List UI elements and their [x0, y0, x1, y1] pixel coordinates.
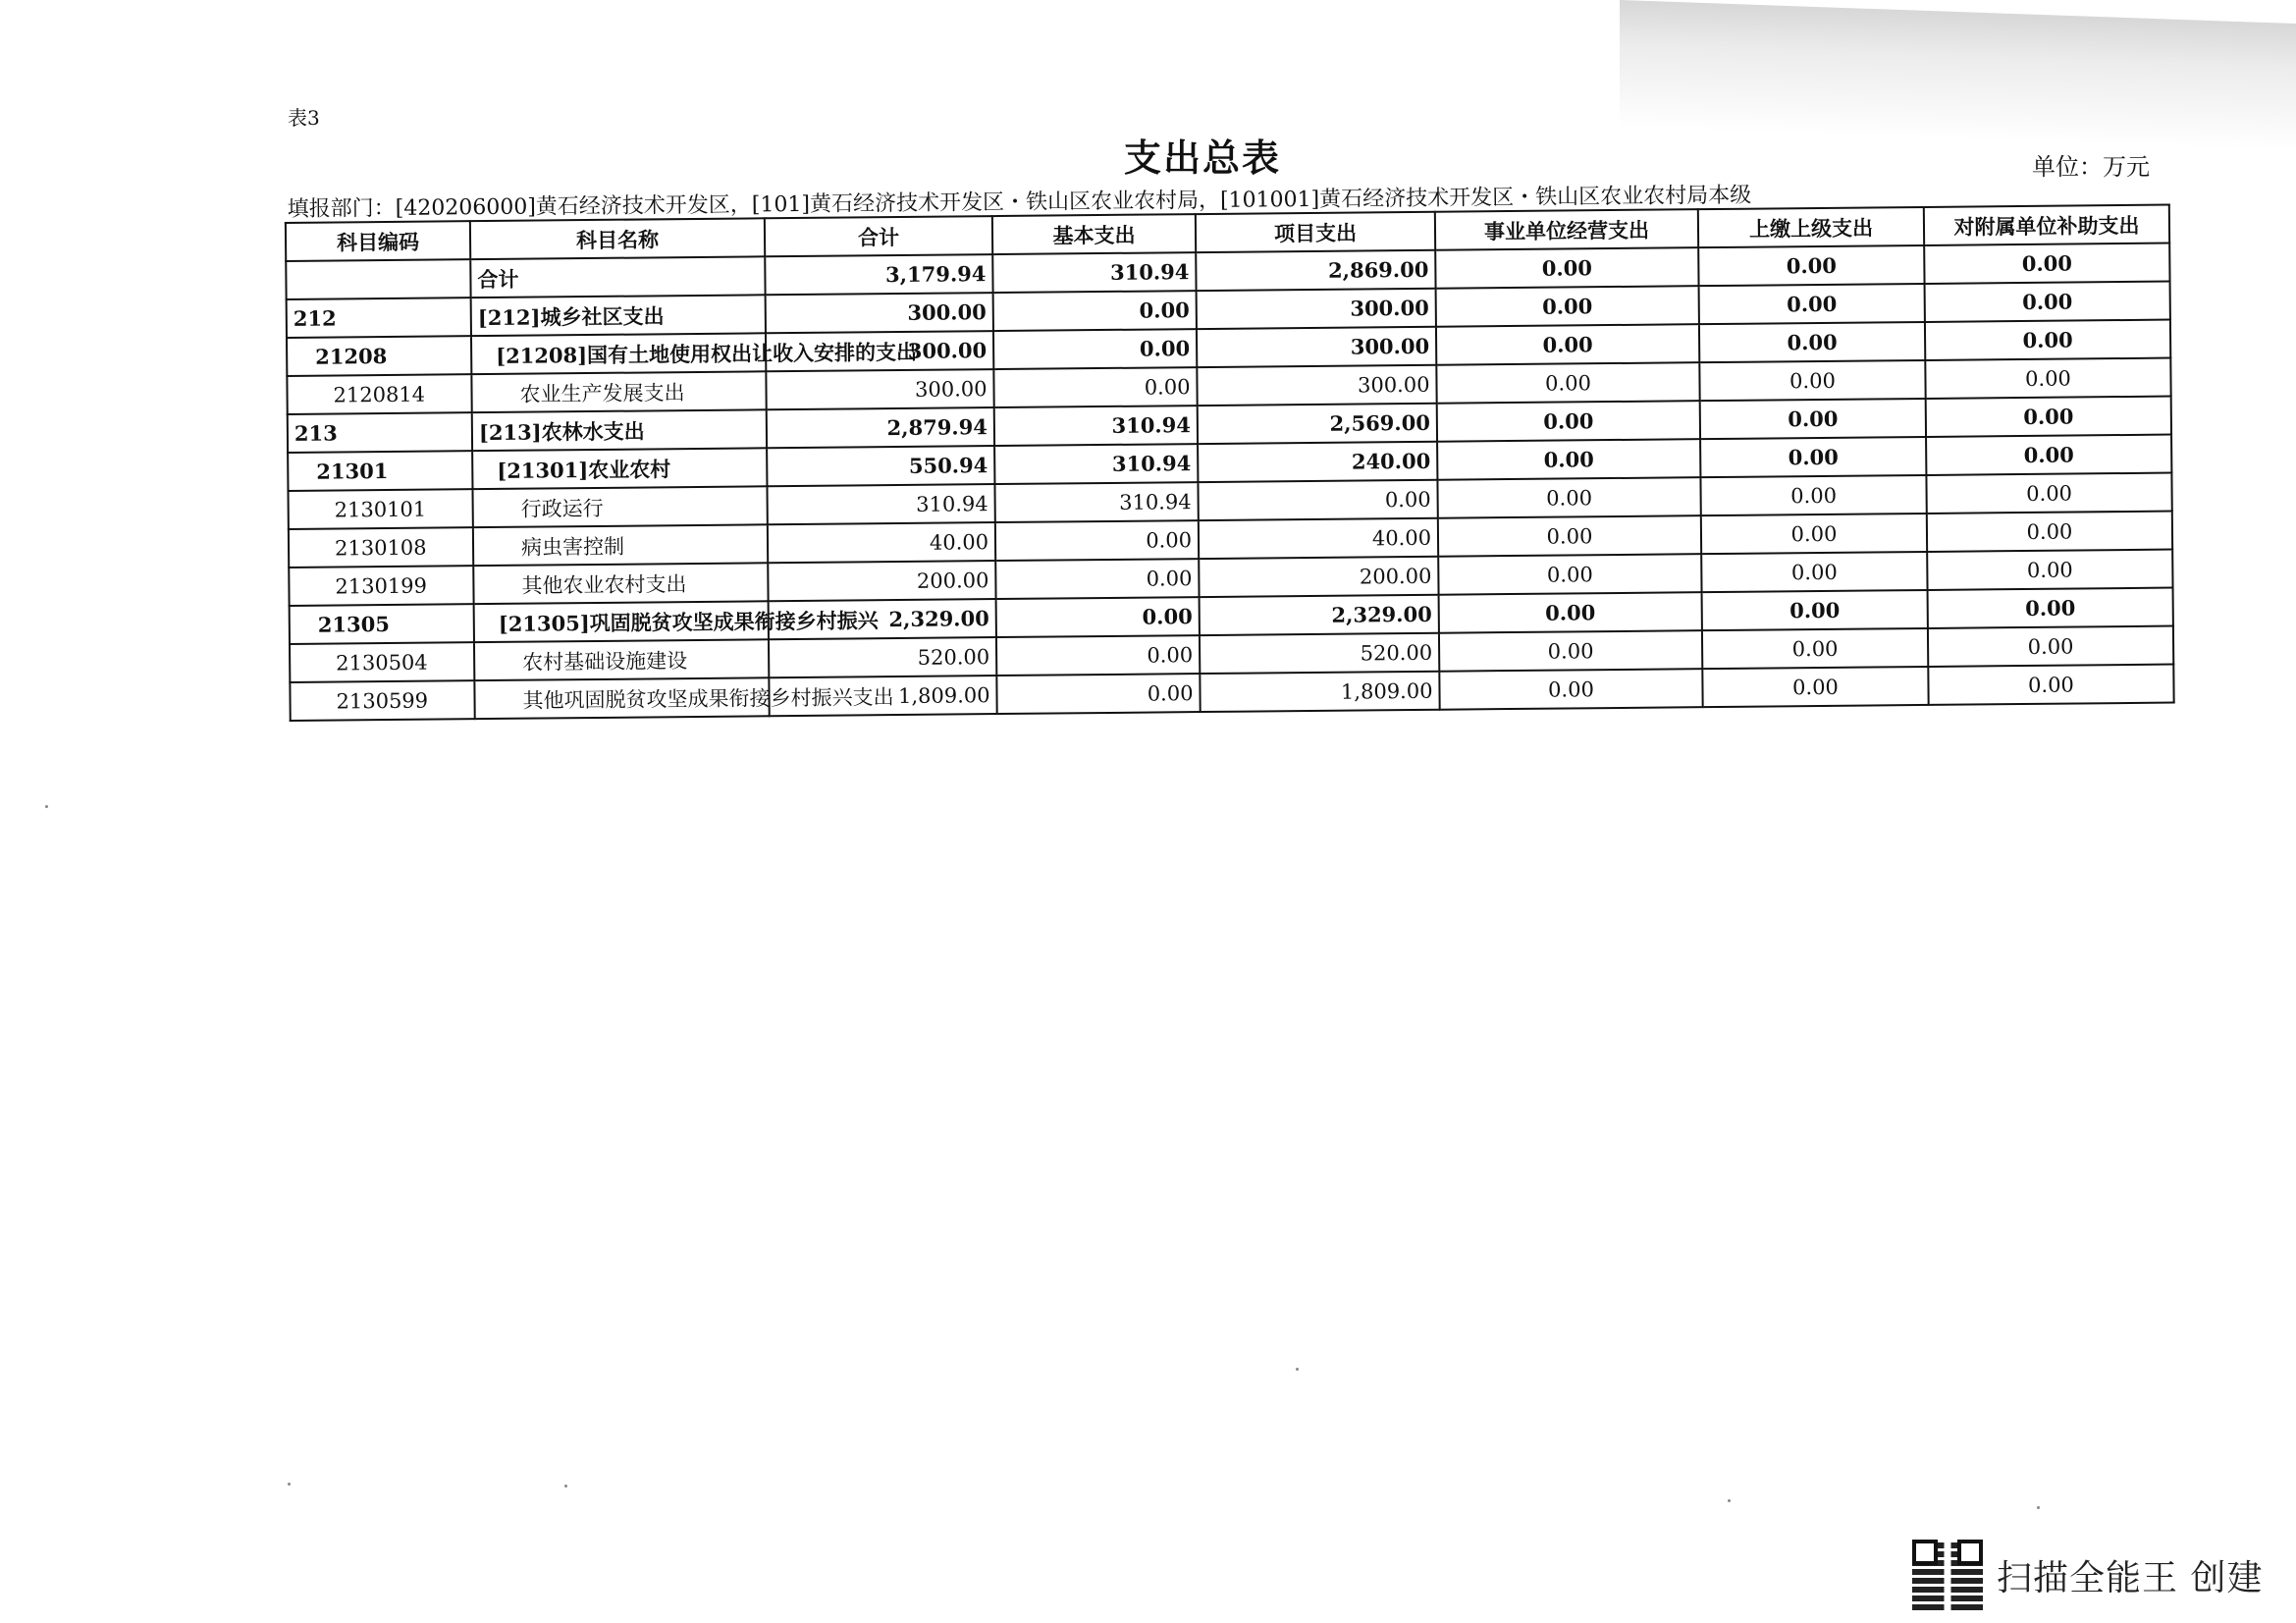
- table-number-label: 表3: [288, 106, 320, 130]
- header-code: 科目编码: [286, 221, 470, 261]
- cell-subsidy: 0.00: [1928, 588, 2173, 628]
- cell-upper: 0.00: [1700, 399, 1926, 439]
- cell-business: 0.00: [1439, 592, 1702, 633]
- header-total: 合计: [765, 216, 992, 256]
- cell-subsidy: 0.00: [1924, 243, 2169, 284]
- header-name: 科目名称: [470, 218, 765, 259]
- cell-upper: 0.00: [1701, 514, 1927, 554]
- cell-project: 300.00: [1197, 289, 1436, 329]
- cell-name: 农村基础设施建设: [474, 639, 769, 680]
- cell-code: [286, 259, 470, 299]
- cell-basic: 310.94: [994, 482, 1198, 522]
- cell-project: 520.00: [1200, 633, 1439, 674]
- cell-subsidy: 0.00: [1926, 397, 2171, 437]
- expenditure-table: [285, 204, 2175, 722]
- header-project: 项目支出: [1196, 212, 1435, 252]
- cell-project: 200.00: [1199, 557, 1438, 597]
- cell-business: 0.00: [1437, 401, 1700, 442]
- cell-subsidy: 0.00: [1928, 665, 2173, 705]
- cell-business: 0.00: [1439, 630, 1702, 672]
- cell-project: 0.00: [1198, 480, 1437, 520]
- cell-code: 213: [288, 412, 472, 453]
- cell-business: 0.00: [1436, 362, 1699, 404]
- cell-code: 2130101: [288, 489, 472, 529]
- cell-code: 2130199: [289, 566, 473, 606]
- cell-subsidy: 0.00: [1927, 512, 2172, 552]
- cell-total: 300.00: [766, 369, 993, 409]
- cell-business: 0.00: [1436, 286, 1699, 327]
- cell-basic: 0.00: [993, 329, 1197, 369]
- cell-name: [21208]国有土地使用权出让收入安排的支出: [471, 333, 766, 374]
- cell-upper: 0.00: [1700, 475, 1926, 515]
- cell-name: 合计: [470, 256, 765, 298]
- cell-subsidy: 0.00: [1927, 550, 2172, 590]
- header-basic: 基本支出: [992, 214, 1196, 254]
- cell-total: 200.00: [768, 561, 995, 601]
- cell-code: 2130504: [290, 642, 474, 682]
- cell-code: 21305: [290, 604, 474, 644]
- cell-name: 农业生产发展支出: [471, 371, 766, 412]
- scan-shadow: [1620, 0, 2296, 151]
- cell-total: 3,179.94: [765, 254, 992, 295]
- cell-total: 2,329.00: [769, 599, 996, 639]
- cell-basic: 310.94: [994, 406, 1198, 446]
- department-line: 填报部门：[420206000]黄石经济技术开发区，[101]黄石经济技术开发区・铁山区农业农村局，[101001]黄石经济技术开发区・铁山区农业农村局本级: [287, 183, 1752, 222]
- cell-project: 1,809.00: [1200, 672, 1439, 712]
- watermark: [1912, 1540, 2263, 1610]
- cell-business: 0.00: [1437, 477, 1700, 518]
- cell-subsidy: 0.00: [1926, 473, 2171, 514]
- cell-upper: 0.00: [1699, 360, 1925, 401]
- cell-subsidy: 0.00: [1925, 282, 2170, 322]
- cell-basic: 0.00: [996, 635, 1200, 676]
- page-title: 支出总表: [1123, 135, 1281, 180]
- cell-basic: 0.00: [996, 597, 1200, 637]
- cell-total: 2,879.94: [767, 407, 994, 448]
- cell-code: 21301: [288, 451, 472, 491]
- cell-basic: 0.00: [995, 520, 1199, 561]
- cell-basic: 0.00: [995, 559, 1199, 599]
- cell-name: 行政运行: [472, 486, 767, 527]
- cell-name: [213]农林水支出: [472, 409, 767, 451]
- cell-subsidy: 0.00: [1928, 626, 2173, 667]
- cell-subsidy: 0.00: [1926, 435, 2171, 475]
- cell-basic: 0.00: [993, 367, 1197, 407]
- cell-project: 240.00: [1198, 442, 1437, 482]
- cell-upper: 0.00: [1698, 245, 1924, 286]
- header-business: 事业单位经营支出: [1435, 209, 1698, 250]
- header-subsidy: 对附属单位补助支出: [1924, 205, 2169, 245]
- cell-business: 0.00: [1437, 439, 1700, 480]
- cell-basic: 0.00: [993, 291, 1197, 331]
- cell-project: 40.00: [1199, 518, 1438, 559]
- cell-basic: 310.94: [992, 252, 1196, 293]
- cell-name: [212]城乡社区支出: [471, 295, 766, 336]
- cell-code: 2120814: [287, 374, 471, 414]
- unit-label: 单位：万元: [2032, 153, 2150, 181]
- cell-code: 21208: [287, 336, 471, 376]
- cell-upper: 0.00: [1702, 590, 1928, 630]
- cell-business: 0.00: [1435, 247, 1698, 289]
- cell-subsidy: 0.00: [1925, 320, 2170, 360]
- cell-business: 0.00: [1436, 324, 1699, 365]
- cell-upper: 0.00: [1701, 552, 1927, 592]
- cell-project: 300.00: [1197, 365, 1436, 406]
- cell-basic: 310.94: [994, 444, 1198, 484]
- cell-basic: 0.00: [996, 674, 1200, 714]
- cell-business: 0.00: [1438, 515, 1701, 557]
- cell-name: 其他巩固脱贫攻坚成果衔接乡村振兴支出: [474, 677, 769, 719]
- qr-code-icon: [1912, 1540, 1983, 1610]
- cell-subsidy: 0.00: [1925, 358, 2170, 399]
- cell-project: 2,329.00: [1200, 595, 1439, 635]
- cell-upper: 0.00: [1702, 667, 1928, 707]
- cell-total: 300.00: [766, 293, 993, 333]
- cell-upper: 0.00: [1702, 628, 1928, 669]
- cell-name: [21305]巩固脱贫攻坚成果衔接乡村振兴: [474, 601, 769, 642]
- cell-code: 2130108: [289, 527, 473, 568]
- cell-total: 520.00: [769, 637, 996, 677]
- cell-name: 其他农业农村支出: [473, 563, 768, 604]
- cell-business: 0.00: [1438, 554, 1701, 595]
- cell-upper: 0.00: [1700, 437, 1926, 477]
- cell-code: 212: [287, 298, 471, 338]
- cell-business: 0.00: [1439, 669, 1702, 710]
- cell-name: [21301]农业农村: [472, 448, 767, 489]
- cell-code: 2130599: [290, 680, 474, 721]
- cell-upper: 0.00: [1699, 284, 1925, 324]
- cell-name: 病虫害控制: [473, 524, 768, 566]
- cell-total: 40.00: [768, 522, 995, 563]
- cell-total: 1,809.00: [769, 676, 996, 716]
- watermark-text: 扫描全能王 创建: [1997, 1557, 2264, 1598]
- cell-total: 310.94: [767, 484, 994, 524]
- cell-upper: 0.00: [1699, 322, 1925, 362]
- cell-project: 300.00: [1197, 327, 1436, 367]
- cell-project: 2,869.00: [1196, 250, 1435, 291]
- cell-project: 2,569.00: [1198, 404, 1437, 444]
- cell-total: 550.94: [767, 446, 994, 486]
- cell-total: 300.00: [766, 331, 993, 371]
- header-upper: 上缴上级支出: [1698, 207, 1924, 247]
